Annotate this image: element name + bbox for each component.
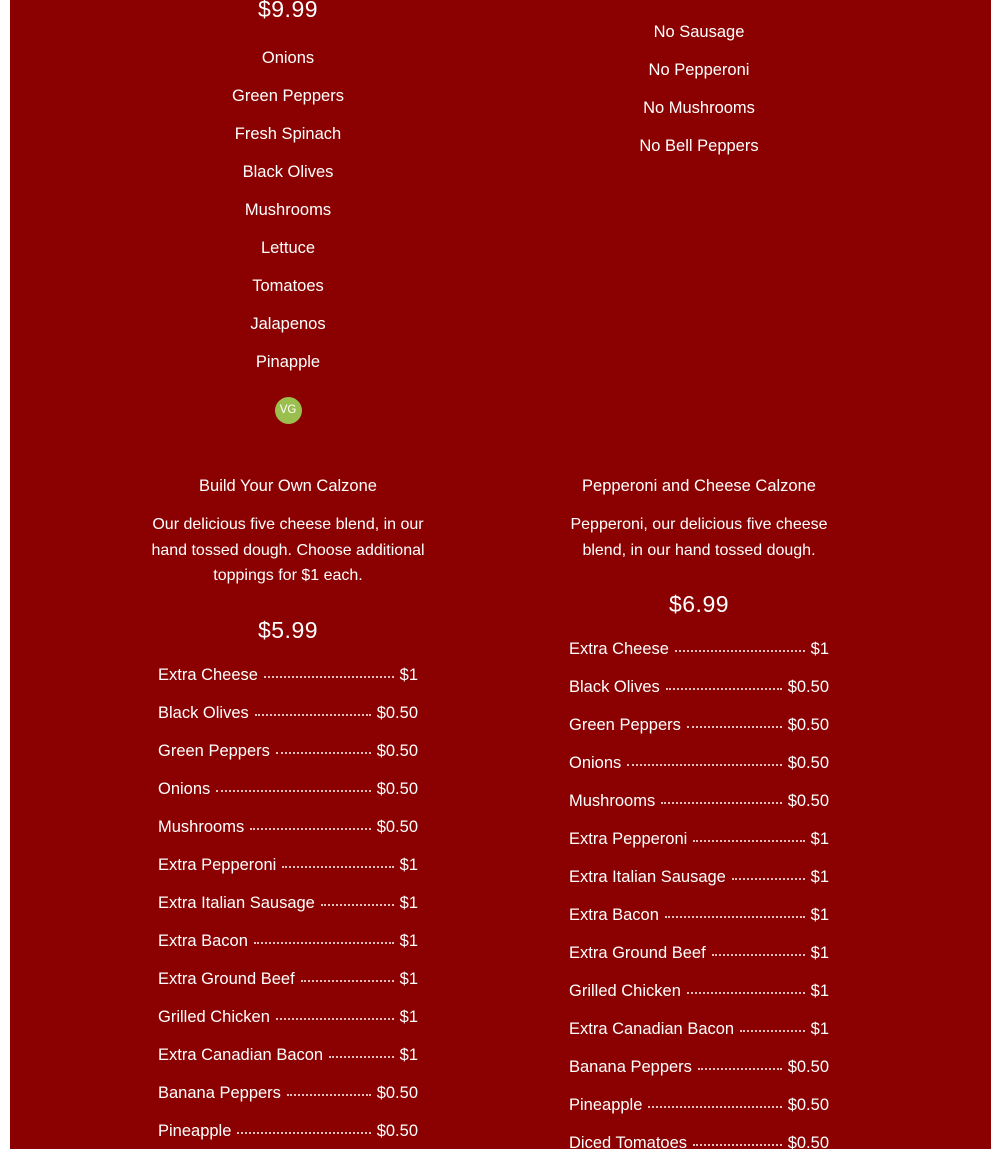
addon-price: $1 — [810, 868, 829, 886]
topping-item: Onions — [261, 49, 315, 67]
addon-price: $0.50 — [376, 780, 418, 798]
addon-price: $1 — [810, 640, 829, 658]
removal-item: No Pepperoni — [648, 61, 750, 79]
addon-row — [569, 904, 829, 942]
addon-row — [158, 778, 418, 816]
addon-name: Mushrooms — [569, 792, 656, 810]
pepperoni-calzone-addons — [569, 638, 829, 1149]
dot-leader — [250, 814, 371, 830]
removal-item: No Bell Peppers — [639, 137, 759, 155]
build-calzone-section — [128, 476, 448, 643]
addon-price: $0.50 — [787, 716, 829, 734]
dot-leader — [732, 864, 805, 880]
addon-row — [569, 790, 829, 828]
addon-name: Black Olives — [569, 678, 660, 696]
addon-name: Extra Bacon — [569, 906, 659, 924]
dot-leader — [661, 788, 782, 804]
addon-row — [158, 702, 418, 740]
addon-price: $1 — [399, 1046, 418, 1064]
addon-name: Extra Italian Sausage — [158, 894, 315, 912]
addon-row — [158, 740, 418, 778]
addon-price: $1 — [810, 1020, 829, 1038]
addon-row — [158, 1044, 418, 1082]
addon-name: Onions — [158, 780, 211, 798]
dot-leader — [712, 940, 805, 956]
addon-name: Extra Ground Beef — [158, 970, 295, 988]
veggie-pizza-price: $9.99 — [257, 0, 319, 22]
addon-name: Extra Pepperoni — [569, 830, 688, 848]
addon-row — [158, 968, 418, 1006]
addon-price: $1 — [399, 970, 418, 988]
addon-name: Mushrooms — [158, 818, 245, 836]
addon-row — [569, 638, 829, 676]
dot-leader — [276, 738, 371, 754]
addon-name: Extra Canadian Bacon — [158, 1046, 324, 1064]
addon-name: Extra Pepperoni — [158, 856, 277, 874]
addon-price: $0.50 — [787, 754, 829, 772]
veggie-toppings-list — [128, 48, 448, 390]
build-calzone-description: Our delicious five cheese blend, in our hand tossed dough. Choose additional toppings for $1 each. — [151, 516, 425, 584]
addon-price: $0.50 — [376, 742, 418, 760]
dot-leader — [675, 636, 805, 652]
addon-row — [158, 1120, 418, 1149]
dot-leader — [301, 966, 394, 982]
addon-price: $0.50 — [376, 1122, 418, 1140]
topping-item: Jalapenos — [250, 315, 326, 333]
vegetarian-badge-icon: VG — [275, 397, 302, 424]
addon-price: $0.50 — [787, 678, 829, 696]
dot-leader — [687, 712, 782, 728]
dot-leader — [254, 928, 394, 944]
addon-name: Pineapple — [158, 1122, 232, 1140]
dot-leader — [666, 674, 782, 690]
addon-row — [569, 752, 829, 790]
addon-name: Green Peppers — [569, 716, 681, 734]
build-calzone-addons — [158, 664, 418, 1149]
pepperoni-calzone-title: Pepperoni and Cheese Calzone — [582, 477, 816, 495]
dot-leader — [740, 1016, 805, 1032]
menu-panel — [10, 0, 991, 1149]
addon-price: $1 — [810, 944, 829, 962]
addon-name: Grilled Chicken — [158, 1008, 270, 1026]
addon-price: $1 — [810, 906, 829, 924]
addon-price: $0.50 — [376, 704, 418, 722]
topping-item: Pinapple — [255, 353, 321, 371]
dot-leader — [216, 776, 370, 792]
addon-row — [158, 854, 418, 892]
addon-name: Extra Canadian Bacon — [569, 1020, 735, 1038]
pepperoni-calzone-price: $6.99 — [668, 591, 730, 617]
addon-row — [569, 714, 829, 752]
addon-price: $1 — [399, 894, 418, 912]
addon-name: Onions — [569, 754, 622, 772]
build-calzone-title: Build Your Own Calzone — [199, 477, 377, 495]
pepperoni-calzone-section — [539, 476, 859, 617]
addon-row — [569, 1018, 829, 1056]
dot-leader — [321, 890, 394, 906]
addon-name: Grilled Chicken — [569, 982, 681, 1000]
addon-name: Extra Italian Sausage — [569, 868, 726, 886]
addon-row — [158, 930, 418, 968]
topping-item: Black Olives — [242, 163, 334, 181]
topping-item: Mushrooms — [244, 201, 332, 219]
addon-row — [158, 1082, 418, 1120]
addon-row — [569, 828, 829, 866]
addon-price: $1 — [399, 932, 418, 950]
addon-row — [569, 1094, 829, 1132]
addon-name: Extra Cheese — [569, 640, 669, 658]
dot-leader — [648, 1092, 781, 1108]
dot-leader — [282, 852, 393, 868]
veggie-pizza-section — [128, 0, 448, 424]
addon-name: Diced Tomatoes — [569, 1134, 688, 1149]
addon-row — [569, 866, 829, 904]
addon-row — [569, 980, 829, 1018]
topping-item: Green Peppers — [232, 87, 344, 105]
addon-row — [569, 1132, 829, 1149]
dot-leader — [264, 662, 394, 678]
topping-item: Tomatoes — [252, 277, 324, 295]
removal-item: No Sausage — [653, 23, 745, 41]
dot-leader — [329, 1042, 394, 1058]
addon-price: $1 — [399, 666, 418, 684]
addon-price: $0.50 — [787, 792, 829, 810]
addon-price: $1 — [399, 856, 418, 874]
addon-price: $0.50 — [787, 1058, 829, 1076]
removal-options-list — [539, 22, 859, 174]
dot-leader — [687, 978, 805, 994]
addon-name: Extra Ground Beef — [569, 944, 706, 962]
topping-item: Lettuce — [260, 239, 316, 257]
addon-name: Banana Peppers — [569, 1058, 692, 1076]
dot-leader — [665, 902, 805, 918]
addon-price: $1 — [810, 830, 829, 848]
removal-item: No Mushrooms — [643, 99, 755, 117]
addon-price: $0.50 — [376, 1084, 418, 1102]
dot-leader — [287, 1080, 371, 1096]
addon-row — [569, 676, 829, 714]
addon-price: $1 — [810, 982, 829, 1000]
dot-leader — [627, 750, 781, 766]
addon-row — [158, 892, 418, 930]
pepperoni-calzone-description: Pepperoni, our delicious five cheese blend, in our hand tossed dough. — [570, 516, 828, 559]
dot-leader — [255, 700, 371, 716]
dot-leader — [698, 1054, 782, 1070]
addon-name: Banana Peppers — [158, 1084, 281, 1102]
addon-price: $1 — [399, 1008, 418, 1026]
dot-leader — [693, 1130, 782, 1146]
build-calzone-price: $5.99 — [257, 616, 319, 643]
dot-leader — [693, 826, 804, 842]
addon-price: $0.50 — [787, 1134, 829, 1149]
dot-leader — [237, 1118, 370, 1134]
topping-item: Fresh Spinach — [234, 125, 342, 143]
dot-leader — [276, 1004, 394, 1020]
addon-row — [569, 1056, 829, 1094]
addon-name: Green Peppers — [158, 742, 270, 760]
addon-name: Extra Bacon — [158, 932, 248, 950]
addon-name: Black Olives — [158, 704, 249, 722]
addon-price: $0.50 — [787, 1096, 829, 1114]
addon-name: Pineapple — [569, 1096, 643, 1114]
addon-row — [569, 942, 829, 980]
addon-price: $0.50 — [376, 818, 418, 836]
addon-name: Extra Cheese — [158, 666, 258, 684]
addon-row — [158, 664, 418, 702]
addon-row — [158, 1006, 418, 1044]
addon-row — [158, 816, 418, 854]
